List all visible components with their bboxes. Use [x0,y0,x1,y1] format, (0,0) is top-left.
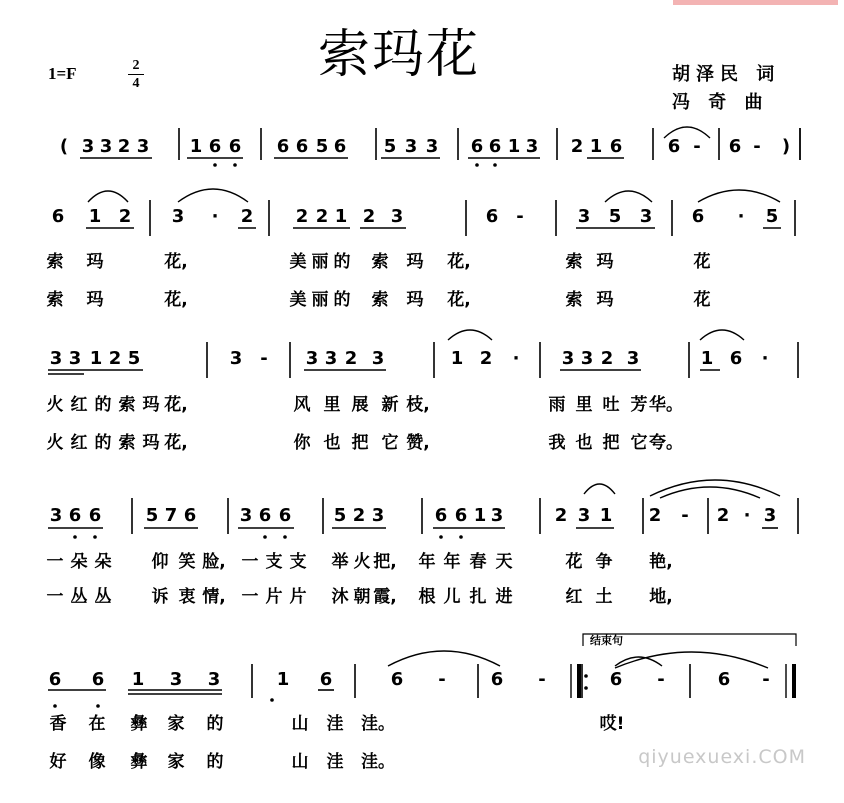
octave-dot [73,535,77,539]
note: 6 [717,669,731,690]
lyric-char: 举 [331,552,349,572]
lyric-char: 儿 [443,587,461,607]
note: 3 [49,348,63,369]
slur [88,191,128,202]
note: 1 [88,206,102,227]
octave-dot [584,686,588,690]
note: 2 [352,505,366,526]
lyric-char: 索 [565,252,583,272]
note: - [693,136,701,157]
note: 6 [609,669,623,690]
lyric-char: 哎! [599,714,625,734]
lyric-char: 年 [443,552,461,572]
octave-dot [53,704,57,708]
lyric-char: 展 [351,395,369,415]
note: 2 [362,206,376,227]
note: 3 [580,348,594,369]
lyric-char: 美 [289,252,307,272]
note: 3 [324,348,338,369]
lyric-char: 一 [241,587,259,607]
note: 6 [470,136,484,157]
lyric-char: 进 [495,587,513,607]
slur [584,484,615,494]
lyric-char: 花 [693,290,711,310]
lyric-char: 香 [49,714,67,734]
note: 3 [99,136,113,157]
note: 7 [164,505,178,526]
note: 3 [207,669,221,690]
lyric-char: 支 [289,552,307,572]
lyric-char: 花, [447,290,471,310]
lyric-char: 彝 [130,752,148,772]
note: 6 [667,136,681,157]
note: 3 [626,348,640,369]
lyric-char: 花, [164,290,188,310]
note: 3 [525,136,539,157]
note: - [438,669,446,690]
lyric-char: 争 [595,552,613,572]
lyric-char: 火 [46,433,64,453]
slur [605,191,652,202]
lyric-char: 朵 [94,552,112,572]
note: 3 [68,348,82,369]
lyric-char: 玛 [596,290,614,310]
note: 6 [488,136,502,157]
lyric-char: 美 [289,290,307,310]
lyric-char: 片 [265,587,283,607]
lyric-char: 的 [206,714,224,734]
lyric-char: 玛 [596,252,614,272]
ending-label: 结束句 [590,634,623,647]
lyric-char: 火 [353,552,371,572]
lyric-char: 索 [118,433,136,453]
lyric-char: 索 [118,395,136,415]
note: 3 [577,505,591,526]
note: 2 [554,505,568,526]
octave-dot [213,163,217,167]
lyric-char: 山 [291,714,309,734]
open-paren: ( [59,136,69,157]
note: 1 [473,505,487,526]
slur [660,487,760,498]
final-thick-bar [792,664,796,698]
note: 3 [49,505,63,526]
note: 1 [189,136,203,157]
note: 6 [278,505,292,526]
lyric-char: 丛 [94,587,112,607]
lyric-char: 花 [565,552,583,572]
note: 6 [490,669,504,690]
note: 6 [609,136,623,157]
note: 3 [239,505,253,526]
note: 6 [88,505,102,526]
octave-dot [263,535,267,539]
note: 3 [371,348,385,369]
note: 2 [600,348,614,369]
note: 2 [344,348,358,369]
note: 1 [276,669,290,690]
lyric-char: 天 [495,552,513,572]
lyric-char: 洼。 [361,752,395,772]
note: 5 [145,505,159,526]
note: 3 [561,348,575,369]
lyric-char: 索 [46,290,64,310]
note: · [211,206,219,227]
time-sig-top: 2 [132,58,140,73]
note: 2 [117,136,131,157]
note: 5 [383,136,397,157]
lyric-char: 的 [206,752,224,772]
lyric-char: 彝 [130,714,148,734]
octave-dot [270,698,274,702]
note: 3 [81,136,95,157]
note: 5 [608,206,622,227]
lyric-char: 它 [381,433,399,453]
note: 1 [334,206,348,227]
lyric-char: 脸, [202,552,226,572]
slur [448,330,492,340]
lyric-char: 我 [548,433,566,453]
composer-credit: 冯 奇 曲 [672,92,769,113]
lyric-char: 吐 [602,395,620,415]
note: · [512,348,520,369]
lyric-char: 里 [323,395,341,415]
note: 2 [118,206,132,227]
lyric-char: 芳 [630,395,648,415]
lyric-char: 索 [371,290,389,310]
close-paren: ) [781,136,791,157]
lyric-char: 也 [323,433,341,453]
note: · [761,348,769,369]
lyric-char: 把, [373,552,397,572]
lyric-char: 春 [469,552,487,572]
note: 6 [434,505,448,526]
note: 6 [390,669,404,690]
song-title: 索玛花 [318,25,481,85]
octave-dot [96,704,100,708]
lyric-char: 你 [293,433,311,453]
lyric-char: 家 [167,714,185,734]
lyric-char: 朝 [353,587,371,607]
lyric-char: 的 [333,252,351,272]
lyric-char: 丛 [70,587,88,607]
lyric-char: 洼。 [361,714,395,734]
lyric-char: 笑 [178,552,196,572]
note: 3 [577,206,591,227]
note: 2 [570,136,584,157]
lyric-char: 玛 [142,395,160,415]
note: 2 [716,505,730,526]
octave-dot [439,535,443,539]
note: 3 [371,505,385,526]
lyric-char: 地, [649,587,673,607]
lyric-char: 它 [630,433,648,453]
note: 6 [333,136,347,157]
note: - [260,348,268,369]
lyric-char: 在 [88,714,106,734]
octave-dot [475,163,479,167]
lyric-char: 风 [293,395,311,415]
lyric-char: 情, [202,587,226,607]
lyric-char: 把 [602,433,620,453]
lyric-char: 玛 [406,290,424,310]
octave-dot [283,535,287,539]
note: 6 [51,206,65,227]
note: 3 [490,505,504,526]
lyric-char: 一 [46,587,64,607]
repeat-thick-bar [577,664,581,698]
lyric-char: 扎 [469,587,487,607]
note: 3 [425,136,439,157]
note: 3 [639,206,653,227]
lyric-char: 夸。 [649,433,683,453]
lyric-char: 雨 [548,395,566,415]
note: 3 [390,206,404,227]
note: · [743,505,751,526]
lyric-char: 沐 [331,587,349,607]
note: 1 [131,669,145,690]
lyric-char: 丽 [311,252,329,272]
note: 1 [89,348,103,369]
lyric-char: 好 [49,752,67,772]
lyric-char: 索 [46,252,64,272]
note: 6 [319,669,333,690]
lyric-char: 赞, [406,433,430,453]
lyric-char: 新 [381,395,399,415]
lyric-char: 枝, [406,395,430,415]
note: 6 [91,669,105,690]
note: 6 [691,206,705,227]
note: 2 [295,206,309,227]
octave-dot [493,163,497,167]
note: 3 [136,136,150,157]
watermark: qiyuexuexi.COM [638,746,806,768]
note: 6 [729,348,743,369]
lyric-char: 洼 [326,714,344,734]
note: 6 [228,136,242,157]
lyric-char: 红 [70,395,88,415]
note: - [681,505,689,526]
lyric-char: 像 [88,752,106,772]
lyric-char: 家 [167,752,185,772]
lyric-char: 红 [70,433,88,453]
lyric-char: 仰 [151,552,169,572]
note: - [762,669,770,690]
lyric-char: 华。 [649,395,683,415]
note: 6 [485,206,499,227]
note: - [516,206,524,227]
note: 1 [507,136,521,157]
lyric-char: 花, [447,252,471,272]
note: 6 [48,669,62,690]
note: - [657,669,665,690]
lyric-char: 一 [241,552,259,572]
note: 6 [728,136,742,157]
lyricist-credit: 胡泽民 词 [672,64,781,85]
note: 1 [700,348,714,369]
note: 2 [479,348,493,369]
slur [388,651,500,666]
lyric-char: 玛 [406,252,424,272]
lyric-char: 玛 [86,252,104,272]
note: 3 [169,669,183,690]
note: 6 [276,136,290,157]
note: 6 [454,505,468,526]
note: - [753,136,761,157]
note: 3 [229,348,243,369]
lyric-char: 花, [164,433,188,453]
note: 2 [240,206,254,227]
note: 5 [315,136,329,157]
lyric-char: 霞, [373,587,397,607]
lyric-char: 艳, [649,552,673,572]
lyric-char: 丽 [311,290,329,310]
note: 3 [404,136,418,157]
lyric-char: 的 [333,290,351,310]
lyric-char: 红 [565,587,583,607]
slur [178,189,248,202]
lyric-char: 索 [565,290,583,310]
octave-dot [93,535,97,539]
note: 5 [127,348,141,369]
note: 3 [305,348,319,369]
note: 2 [648,505,662,526]
lyric-char: 里 [575,395,593,415]
time-sig-bottom: 4 [132,76,140,91]
note: 3 [171,206,185,227]
lyric-char: 根 [418,587,436,607]
lyric-char: 诉 [151,587,169,607]
slur [615,652,768,668]
note: 6 [258,505,272,526]
note: 1 [450,348,464,369]
lyric-char: 把 [351,433,369,453]
note: 6 [183,505,197,526]
lyric-char: 土 [595,587,613,607]
lyric-char: 玛 [86,290,104,310]
lyric-char: 花, [164,395,188,415]
note: 6 [68,505,82,526]
lyric-char: 年 [418,552,436,572]
note: 1 [599,505,613,526]
lyric-char: 一 [46,552,64,572]
lyric-char: 玛 [142,433,160,453]
note: 6 [295,136,309,157]
note: 1 [589,136,603,157]
lyric-char: 朵 [70,552,88,572]
slur [698,190,780,202]
lyric-char: 索 [371,252,389,272]
note: - [538,669,546,690]
lyric-char: 山 [291,752,309,772]
key-signature: 1=F [48,64,77,83]
note: 6 [208,136,222,157]
octave-dot [459,535,463,539]
lyric-char: 片 [289,587,307,607]
note: 2 [315,206,329,227]
octave-dot [584,674,588,678]
lyric-char: 洼 [326,752,344,772]
note: 5 [765,206,779,227]
note: 2 [108,348,122,369]
note: 5 [333,505,347,526]
note: 3 [763,505,777,526]
lyric-char: 衷 [178,587,196,607]
lyric-char: 支 [265,552,283,572]
note: · [737,206,745,227]
lyric-char: 火 [46,395,64,415]
lyric-char: 也 [575,433,593,453]
lyric-char: 的 [94,395,112,415]
lyric-char: 花 [693,252,711,272]
octave-dot [233,163,237,167]
lyric-char: 花, [164,252,188,272]
lyric-char: 的 [94,433,112,453]
slur [700,330,744,340]
